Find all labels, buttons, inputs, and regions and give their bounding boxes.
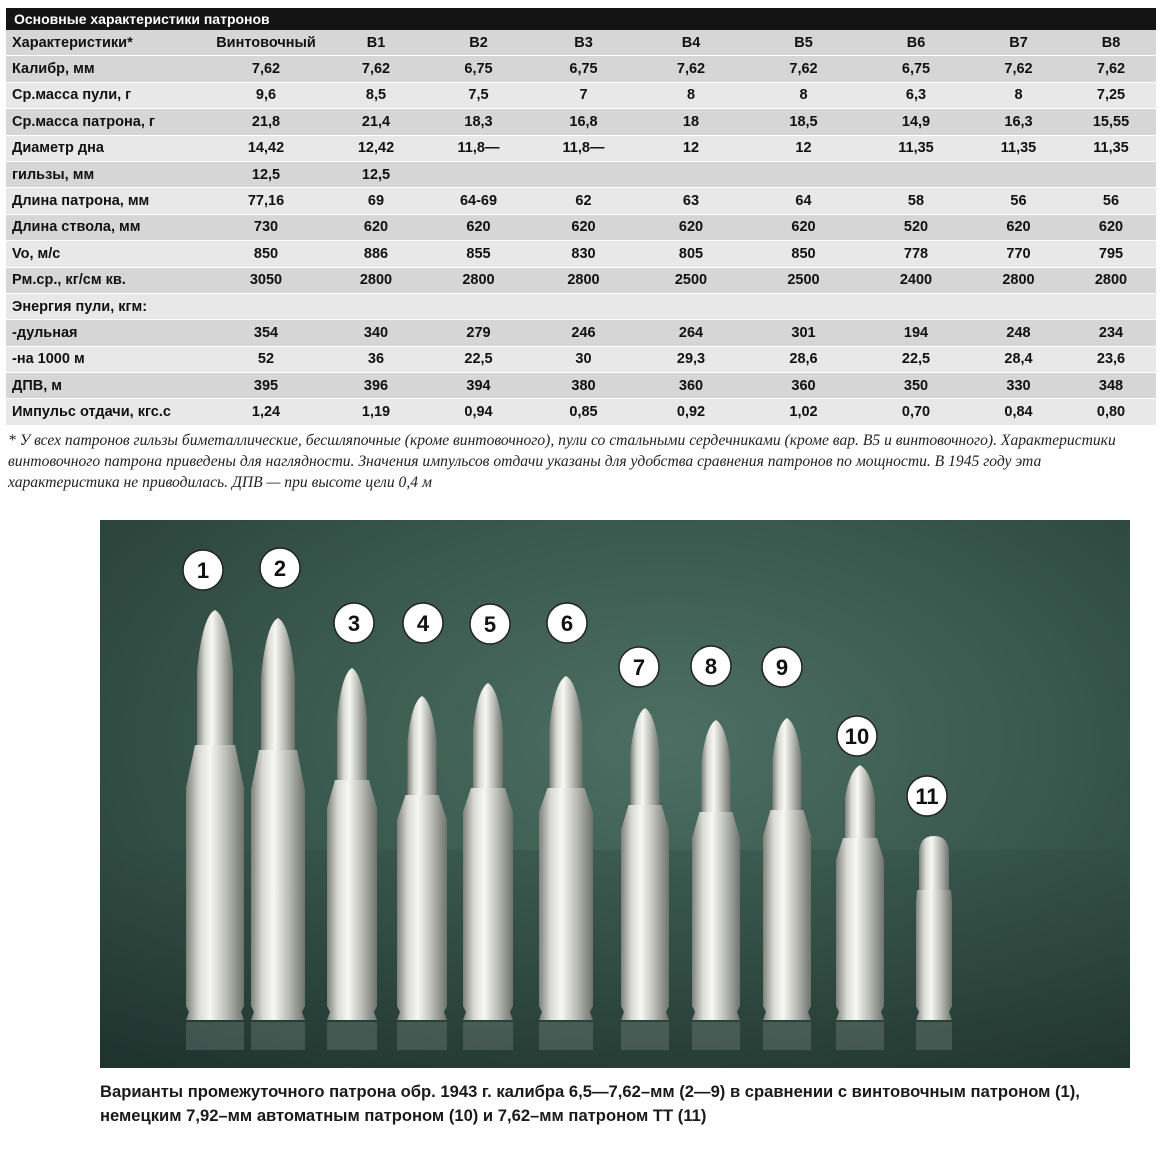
table-cell: 7,62 <box>1066 56 1156 82</box>
cartridge-number: 5 <box>483 612 497 637</box>
table-cell: 7,62 <box>636 56 746 82</box>
table-cell <box>636 293 746 319</box>
table-cell: 16,3 <box>971 109 1066 135</box>
table-cell: 7,25 <box>1066 82 1156 108</box>
table-cell: 63 <box>636 188 746 214</box>
cartridge-number: 4 <box>416 611 430 636</box>
table-cell: 264 <box>636 320 746 346</box>
table-cell: 0,94 <box>426 399 531 425</box>
row-label: Импульс отдачи, кгс.с <box>6 399 206 425</box>
table-cell: 354 <box>206 320 326 346</box>
cartridge-number-label <box>334 603 374 643</box>
table-cell: 77,16 <box>206 188 326 214</box>
table-cell: 1,24 <box>206 399 326 425</box>
table-cell <box>426 161 531 187</box>
table-cell: 12,5 <box>326 161 426 187</box>
table-cell: 14,9 <box>861 109 971 135</box>
row-label: Длина патрона, мм <box>6 188 206 214</box>
table-cell: 620 <box>636 214 746 240</box>
row-label: Ср.масса пули, г <box>6 82 206 108</box>
footnote: * У всех патронов гильзы биметаллические, бесшляпочные (кроме винтовочного), пули со стальными сердечниками (кроме вар. В5 и винтовочного). Характеристики винтовочного патрона приведены для наглядности. Значения импульсов отдачи указаны для удобства сравнения патронов по мощности. В 1945 году эта характеристика не приводилась. ДПВ — при высоте цели 0,4 м <box>8 432 1116 491</box>
table-cell <box>746 161 861 187</box>
cartridge-number-label <box>619 647 659 687</box>
table-cell: 56 <box>1066 188 1156 214</box>
row-label: Рм.ср., кг/см кв. <box>6 267 206 293</box>
table-cell <box>971 293 1066 319</box>
header-cell: Характеристики* <box>6 30 206 56</box>
table-cell: 620 <box>426 214 531 240</box>
table-row <box>6 82 1156 108</box>
table-cell: 18 <box>636 109 746 135</box>
header-cell: В6 <box>861 30 971 56</box>
table-cell: 2800 <box>1066 267 1156 293</box>
table-cell: 850 <box>746 241 861 267</box>
table-cell: 7,62 <box>326 56 426 82</box>
table-cell: 6,75 <box>426 56 531 82</box>
cartridge-number: 8 <box>704 654 718 679</box>
cartridge-number: 10 <box>844 724 870 749</box>
table-cell: 234 <box>1066 320 1156 346</box>
table-cell: 8 <box>636 82 746 108</box>
table-cell: 394 <box>426 373 531 399</box>
cartridge-7 <box>621 708 669 1050</box>
table-row <box>6 293 1156 319</box>
table-header-row <box>6 30 1156 56</box>
table-cell: 0,70 <box>861 399 971 425</box>
table-cell: 0,84 <box>971 399 1066 425</box>
specifications-table <box>6 30 1156 426</box>
table-cell: 330 <box>971 373 1066 399</box>
cartridge-number-label <box>907 776 947 816</box>
cartridge-number-label <box>403 603 443 643</box>
table-row <box>6 161 1156 187</box>
table-cell: 805 <box>636 241 746 267</box>
table-cell: 248 <box>971 320 1066 346</box>
table-row <box>6 346 1156 372</box>
table-cell: 64 <box>746 188 861 214</box>
row-label: Vo, м/с <box>6 241 206 267</box>
table-cell: 28,4 <box>971 346 1066 372</box>
table-cell: 360 <box>746 373 861 399</box>
table-cell <box>1066 161 1156 187</box>
table-row <box>6 399 1156 425</box>
table-cell: 855 <box>426 241 531 267</box>
table-cell: 15,55 <box>1066 109 1156 135</box>
header-cell: В8 <box>1066 30 1156 56</box>
table-row <box>6 373 1156 399</box>
cartridge-4 <box>397 696 447 1050</box>
table-cell: 770 <box>971 241 1066 267</box>
row-label: Длина ствола, мм <box>6 214 206 240</box>
table-cell: 2800 <box>326 267 426 293</box>
table-cell: 36 <box>326 346 426 372</box>
table-cell <box>1066 293 1156 319</box>
header-cell: В4 <box>636 30 746 56</box>
table-cell: 6,75 <box>531 56 636 82</box>
table-cell: 29,3 <box>636 346 746 372</box>
table-cell: 7 <box>531 82 636 108</box>
header-cell: В5 <box>746 30 861 56</box>
table-cell: 1,02 <box>746 399 861 425</box>
table-row <box>6 241 1156 267</box>
table-cell: 620 <box>971 214 1066 240</box>
cartridge-2 <box>251 618 305 1050</box>
table-row <box>6 188 1156 214</box>
cartridge-number: 11 <box>915 784 939 809</box>
table-cell: 18,3 <box>426 109 531 135</box>
table-cell: 380 <box>531 373 636 399</box>
table-cell: 340 <box>326 320 426 346</box>
table-cell <box>326 293 426 319</box>
table-cell: 12 <box>746 135 861 161</box>
table-cell: 9,6 <box>206 82 326 108</box>
table-cell: 301 <box>746 320 861 346</box>
table-cell: 778 <box>861 241 971 267</box>
table-cell: 64-69 <box>426 188 531 214</box>
table-cell: 21,4 <box>326 109 426 135</box>
row-label: гильзы, мм <box>6 161 206 187</box>
table-row <box>6 320 1156 346</box>
table-cell: 52 <box>206 346 326 372</box>
table-cell <box>971 161 1066 187</box>
row-label: Диаметр дна <box>6 135 206 161</box>
cartridge-number-label <box>547 603 587 643</box>
table-cell: 22,5 <box>861 346 971 372</box>
table-cell: 23,6 <box>1066 346 1156 372</box>
row-label: -дульная <box>6 320 206 346</box>
table-cell: 12,42 <box>326 135 426 161</box>
table-cell: 11,35 <box>861 135 971 161</box>
cartridge-number-label <box>762 647 802 687</box>
table-cell: 396 <box>326 373 426 399</box>
table-row <box>6 214 1156 240</box>
table-cell: 58 <box>861 188 971 214</box>
cartridges-illustration <box>100 520 1130 1068</box>
table-cell: 194 <box>861 320 971 346</box>
table-cell: 8 <box>746 82 861 108</box>
table-cell: 7,62 <box>971 56 1066 82</box>
table-cell: 6,75 <box>861 56 971 82</box>
table-cell: 246 <box>531 320 636 346</box>
table-cell: 850 <box>206 241 326 267</box>
cartridge-number: 7 <box>632 655 646 680</box>
table-cell: 30 <box>531 346 636 372</box>
table-cell: 11,35 <box>971 135 1066 161</box>
table-cell: 279 <box>426 320 531 346</box>
table-title: Основные характеристики патронов <box>6 8 1156 30</box>
table-cell: 730 <box>206 214 326 240</box>
header-cell: Винтовочный <box>206 30 326 56</box>
table-cell: 0,92 <box>636 399 746 425</box>
table-cell: 21,8 <box>206 109 326 135</box>
table-cell: 22,5 <box>426 346 531 372</box>
header-cell: В7 <box>971 30 1066 56</box>
cartridge-number: 9 <box>775 655 789 680</box>
table-cell: 11,8— <box>426 135 531 161</box>
table-cell: 348 <box>1066 373 1156 399</box>
row-label: ДПВ, м <box>6 373 206 399</box>
table-cell: 520 <box>861 214 971 240</box>
table-row <box>6 56 1156 82</box>
cartridge-10 <box>836 765 884 1050</box>
table-cell: 1,19 <box>326 399 426 425</box>
table-cell: 8,5 <box>326 82 426 108</box>
cartridge-number-label <box>260 548 300 588</box>
table-cell: 0,85 <box>531 399 636 425</box>
cartridge-number-label <box>470 604 510 644</box>
row-label: Калибр, мм <box>6 56 206 82</box>
table-cell: 886 <box>326 241 426 267</box>
cartridge-8 <box>692 720 740 1050</box>
table-cell: 62 <box>531 188 636 214</box>
table-cell: 69 <box>326 188 426 214</box>
table-cell: 395 <box>206 373 326 399</box>
cartridge-number: 2 <box>273 556 287 581</box>
table-cell: 350 <box>861 373 971 399</box>
table-cell <box>426 293 531 319</box>
table-row <box>6 267 1156 293</box>
table-cell: 7,62 <box>206 56 326 82</box>
table-cell: 620 <box>326 214 426 240</box>
cartridge-number: 1 <box>196 558 210 583</box>
table-cell: 0,80 <box>1066 399 1156 425</box>
cartridge-number: 6 <box>560 611 574 636</box>
row-label: -на 1000 м <box>6 346 206 372</box>
table-cell: 2800 <box>426 267 531 293</box>
table-row <box>6 109 1156 135</box>
cartridge-number-label <box>691 646 731 686</box>
cartridge-number-label <box>837 716 877 756</box>
table-cell: 620 <box>1066 214 1156 240</box>
table-cell: 8 <box>971 82 1066 108</box>
table-cell: 56 <box>971 188 1066 214</box>
table-cell: 2500 <box>636 267 746 293</box>
table-cell <box>531 293 636 319</box>
cartridge-3 <box>327 668 377 1050</box>
table-cell: 620 <box>746 214 861 240</box>
cartridge-number: 3 <box>347 611 361 636</box>
row-label: Ср.масса патрона, г <box>6 109 206 135</box>
table-cell: 830 <box>531 241 636 267</box>
table-cell: 2400 <box>861 267 971 293</box>
table-cell: 7,62 <box>746 56 861 82</box>
row-label: Энергия пули, кгм: <box>6 293 206 319</box>
table-cell: 14,42 <box>206 135 326 161</box>
table-cell: 2800 <box>531 267 636 293</box>
table-cell <box>746 293 861 319</box>
table-cell <box>636 161 746 187</box>
table-cell: 795 <box>1066 241 1156 267</box>
table-cell: 360 <box>636 373 746 399</box>
table-cell: 18,5 <box>746 109 861 135</box>
cartridges-photo <box>100 520 1130 1068</box>
table-cell: 7,5 <box>426 82 531 108</box>
table-cell <box>861 161 971 187</box>
table-cell: 28,6 <box>746 346 861 372</box>
cartridge-5 <box>463 683 513 1050</box>
header-cell: В3 <box>531 30 636 56</box>
cartridge-1 <box>186 610 244 1050</box>
table-cell: 3050 <box>206 267 326 293</box>
table-cell <box>531 161 636 187</box>
table-cell <box>206 293 326 319</box>
table-cell: 16,8 <box>531 109 636 135</box>
table-cell: 6,3 <box>861 82 971 108</box>
table-cell: 2800 <box>971 267 1066 293</box>
cartridge-number-label <box>183 550 223 590</box>
table-cell: 12 <box>636 135 746 161</box>
table-row <box>6 135 1156 161</box>
header-cell: В2 <box>426 30 531 56</box>
table-cell: 12,5 <box>206 161 326 187</box>
table-cell: 620 <box>531 214 636 240</box>
cartridge-6 <box>539 676 593 1050</box>
photo-caption: Варианты промежуточного патрона обр. 1943 г. калибра 6,5—7,62–мм (2—9) в сравнении с винтовочным патроном (1), немецким 7,92–мм автоматным патроном (10) и 7,62–мм патроном ТТ (11) <box>100 1082 1080 1125</box>
table-cell: 11,8— <box>531 135 636 161</box>
header-cell: В1 <box>326 30 426 56</box>
table-cell: 11,35 <box>1066 135 1156 161</box>
cartridge-9 <box>763 718 811 1050</box>
cartridge-11 <box>916 836 952 1050</box>
table-cell <box>861 293 971 319</box>
table-cell: 2500 <box>746 267 861 293</box>
